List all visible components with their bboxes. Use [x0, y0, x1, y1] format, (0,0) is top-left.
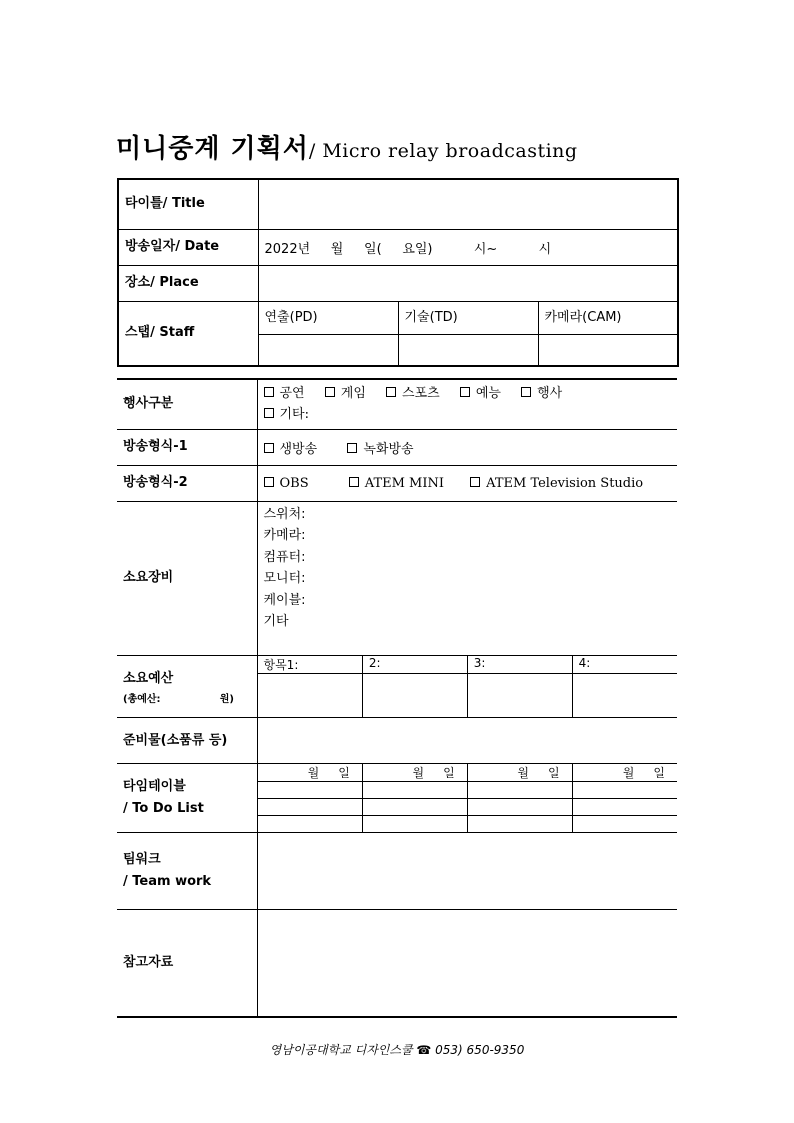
- category-label: 행사구분: [117, 379, 257, 429]
- reference-label: 참고자료: [117, 909, 257, 1017]
- budget-total: (총예산: 원): [123, 693, 234, 705]
- timetable-cell[interactable]: [258, 816, 363, 832]
- timetable-label: 타임테이블: [123, 778, 186, 794]
- equipment-monitor: 모니터:: [263, 571, 306, 586]
- title-english: / Micro relay broadcasting: [308, 140, 578, 162]
- title-korean: 미니중계 기획서: [116, 134, 309, 164]
- timetable-cell[interactable]: [467, 782, 572, 799]
- timetable-cell[interactable]: [362, 816, 467, 832]
- prep-field[interactable]: [257, 718, 677, 764]
- reference-field[interactable]: [257, 909, 677, 1017]
- option-recorded[interactable]: 녹화방송: [347, 442, 413, 457]
- timetable-cell[interactable]: [572, 816, 677, 832]
- format1-label: 방송형식-1: [117, 429, 257, 465]
- teamwork-field[interactable]: [257, 832, 677, 909]
- budget-field-1[interactable]: [258, 673, 363, 717]
- title-field[interactable]: [258, 179, 678, 229]
- timetable-cell[interactable]: [362, 799, 467, 816]
- option-sports[interactable]: 스포츠: [386, 386, 440, 401]
- date-label: 방송일자/ Date: [118, 229, 258, 265]
- document-title: [116, 128, 578, 165]
- equipment-list[interactable]: [257, 501, 677, 655]
- checkbox-icon[interactable]: [347, 443, 357, 453]
- equipment-switcher: 스위처:: [263, 506, 306, 522]
- staff-td-field[interactable]: [398, 334, 538, 366]
- budget-label-cell: [117, 655, 257, 718]
- checkbox-icon[interactable]: [325, 387, 335, 397]
- footer-contact: 영남이공대학교 디자인스쿨 ☎ 053) 650-9350: [269, 1043, 525, 1057]
- budget-field-4[interactable]: [572, 673, 677, 717]
- prep-label: 준비물(소품류 등): [117, 718, 257, 764]
- option-performance[interactable]: 공연: [264, 386, 305, 401]
- date-field[interactable]: 2022년 월 일( 요일) 시~ 시: [258, 229, 678, 265]
- option-live[interactable]: 생방송: [264, 442, 318, 457]
- budget-label: 소요예산: [123, 670, 174, 686]
- staff-role-td: 기술(TD): [398, 301, 538, 334]
- staff-cam-field[interactable]: [538, 334, 678, 366]
- equipment-other: 기타: [263, 614, 289, 629]
- checkbox-icon[interactable]: [264, 443, 274, 453]
- timetable-date-3[interactable]: 월 일: [467, 764, 572, 782]
- budget-field-3[interactable]: [467, 673, 572, 717]
- timetable-cell[interactable]: [467, 816, 572, 832]
- budget-grid: [258, 656, 678, 718]
- staff-role-pd: 연출(PD): [258, 301, 398, 334]
- checkbox-icon[interactable]: [386, 387, 396, 397]
- plan-details-table: [117, 378, 677, 1018]
- option-event[interactable]: 행사: [521, 386, 562, 401]
- option-game[interactable]: 게임: [325, 386, 366, 401]
- todo-label: / To Do List: [123, 800, 204, 816]
- place-label: 장소/ Place: [118, 265, 258, 301]
- option-other[interactable]: 기타:: [264, 407, 310, 422]
- option-obs[interactable]: OBS: [264, 476, 309, 491]
- timetable-date-4[interactable]: 월 일: [572, 764, 677, 782]
- timetable-cell[interactable]: [258, 799, 363, 816]
- checkbox-icon[interactable]: [264, 387, 274, 397]
- timetable-cell[interactable]: [572, 799, 677, 816]
- timetable-grid: [258, 764, 678, 832]
- equipment-computer: 컴퓨터:: [263, 549, 306, 565]
- timetable-cell[interactable]: [467, 799, 572, 816]
- checkbox-icon[interactable]: [264, 477, 274, 487]
- place-field[interactable]: [258, 265, 678, 301]
- equipment-camera: 카메라:: [263, 528, 306, 543]
- option-entertainment[interactable]: 예능: [460, 386, 501, 401]
- budget-item-4: 4:: [572, 656, 677, 674]
- budget-item-1: 항목1:: [258, 656, 363, 674]
- budget-item-3: 3:: [467, 656, 572, 674]
- staff-label: 스탭/ Staff: [118, 301, 258, 366]
- format2-label: 방송형식-2: [117, 465, 257, 501]
- staff-pd-field[interactable]: [258, 334, 398, 366]
- timetable-date-1[interactable]: 월 일: [258, 764, 363, 782]
- timetable-label-cell: [117, 764, 257, 833]
- checkbox-icon[interactable]: [521, 387, 531, 397]
- checkbox-icon[interactable]: [349, 477, 359, 487]
- teamwork-label: 팀워크: [123, 851, 161, 867]
- timetable-cell[interactable]: [572, 782, 677, 799]
- option-atem-mini[interactable]: ATEM MINI: [349, 476, 444, 491]
- checkbox-icon[interactable]: [470, 477, 480, 487]
- checkbox-icon[interactable]: [264, 408, 274, 418]
- staff-role-cam: 카메라(CAM): [538, 301, 678, 334]
- teamwork-label-en: / Team work: [123, 873, 212, 889]
- checkbox-icon[interactable]: [460, 387, 470, 397]
- title-label: 타이틀/ Title: [118, 179, 258, 229]
- basic-info-table: [117, 178, 679, 367]
- option-atem-tv-studio[interactable]: ATEM Television Studio: [470, 476, 643, 491]
- timetable-cell[interactable]: [258, 782, 363, 799]
- timetable-date-2[interactable]: 월 일: [362, 764, 467, 782]
- equipment-cable: 케이블:: [263, 592, 306, 608]
- timetable-cell[interactable]: [362, 782, 467, 799]
- budget-field-2[interactable]: [362, 673, 467, 717]
- budget-item-2: 2:: [362, 656, 467, 674]
- equipment-label: 소요장비: [117, 501, 257, 655]
- teamwork-label-cell: [117, 832, 257, 909]
